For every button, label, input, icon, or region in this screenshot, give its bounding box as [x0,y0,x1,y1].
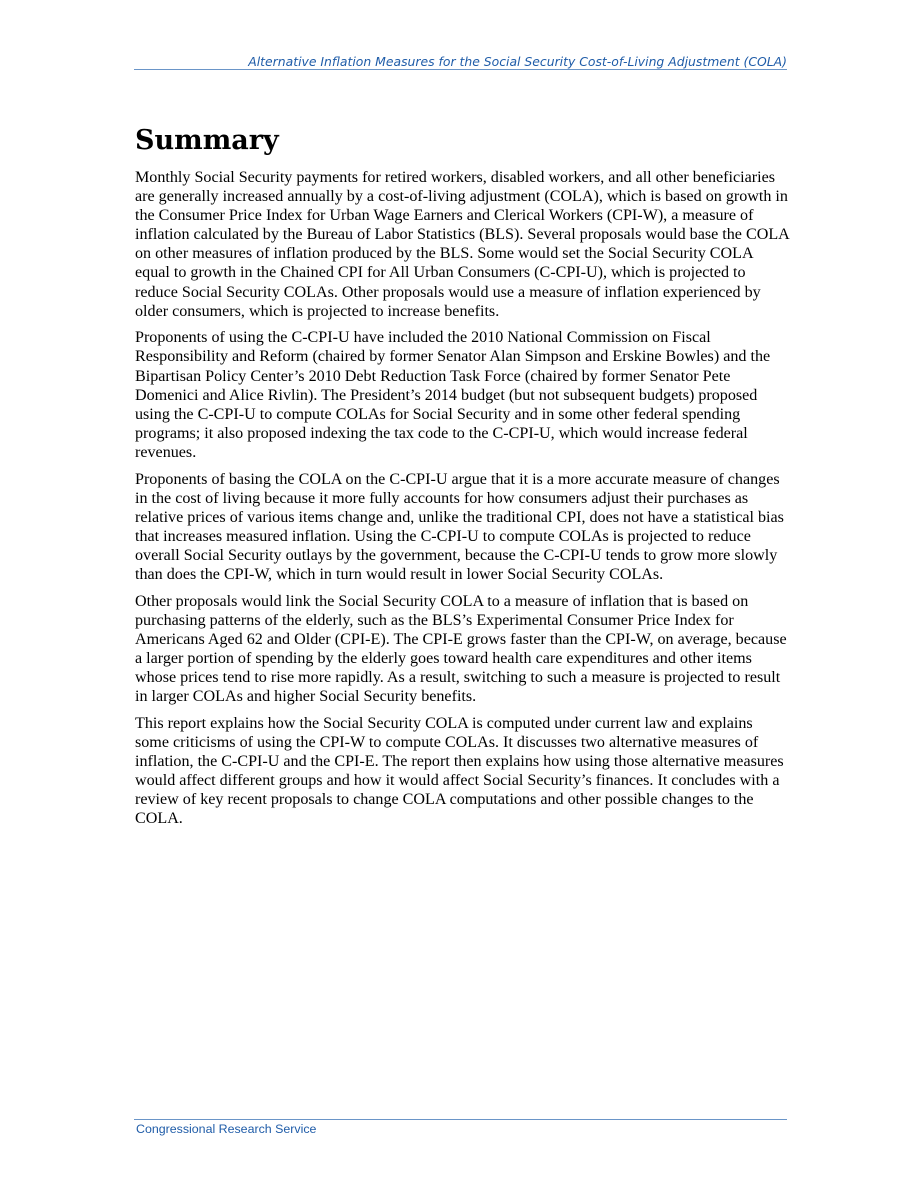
footer-publisher: Congressional Research Service [136,1122,317,1136]
header-divider [134,69,787,70]
paragraph-3: Proponents of basing the COLA on the C-CPI-U argue that it is a more accurate measure of changes in the cost of living because it more fully accounts for how consumers adjust their purchases as relative prices of various items change and, unlike the traditional CPI, does not have a statistical bias that increases measured inflation. Using the C-CPI-U to compute COLAs is projected to reduce overall Social Security outlays by the government, because the C-CPI-U tends to grow more slowly than does the CPI-W, which in turn would result in lower Social Security COLAs. [135,470,784,584]
paragraph-2: Proponents of using the C-CPI-U have included the 2010 National Commission on Fiscal Responsibility and Reform (chaired by former Senator Alan Simpson and Erskine Bowles) and the Bipartisan Policy Center’s 2010 Debt Reduction Task Force (chaired by former Senator Pete Domenici and Alice Rivlin). The President’s 2014 budget (but not subsequent budgets) proposed using the C-CPI-U to compute COLAs for Social Security and in some other federal spending programs; it also proposed indexing the tax code to the C-CPI-U, which would increase federal revenues. [135,329,771,461]
paragraph-1: Monthly Social Security payments for retired workers, disabled workers, and all other beneficiaries are generally increased annually by a cost-of-living adjustment (COLA), which is based on growth in the Consumer Price Index for Urban Wage Earners and Clerical Workers (CPI-W), a measure of inflation calculated by the Bureau of Labor Statistics (BLS). Several proposals would base the COLA on other measures of inflation produced by the BLS. Some would set the Social Security COLA equal to growth in the Chained CPI for All Urban Consumers (C-CPI-U), which is projected to reduce Social Security COLAs. Other proposals would use a measure of inflation experienced by older consumers, which is projected to increase benefits. [135,169,789,320]
paragraph-5: This report explains how the Social Security COLA is computed under current law and explains some criticisms of using the CPI-W to compute COLAs. It discusses two alternative measures of inflation, the C-CPI-U and the CPI-E. The report then explains how using those alternative measures would affect different groups and how it would affect Social Security’s finances. It concludes with a review of key recent proposals to change COLA computations and other possible changes to the COLA. [135,714,784,828]
section-title: Summary [135,125,279,156]
running-header-title: Alternative Inflation Measures for the Social Security Cost-of-Living Adjustment (COLA) [248,54,787,69]
summary-body [135,168,790,836]
paragraph-4: Other proposals would link the Social Security COLA to a measure of inflation that is based on purchasing patterns of the elderly, such as the BLS’s Experimental Consumer Price Index for Americans Aged 62 and Older (CPI-E). The CPI-E grows faster than the CPI-W, on average, because a larger portion of spending by the elderly goes toward health care expenditures and other items whose prices tend to rise more rapidly. As a result, switching to such a measure is projected to result in larger COLAs and higher Social Security benefits. [135,592,787,706]
footer-divider [134,1119,787,1120]
